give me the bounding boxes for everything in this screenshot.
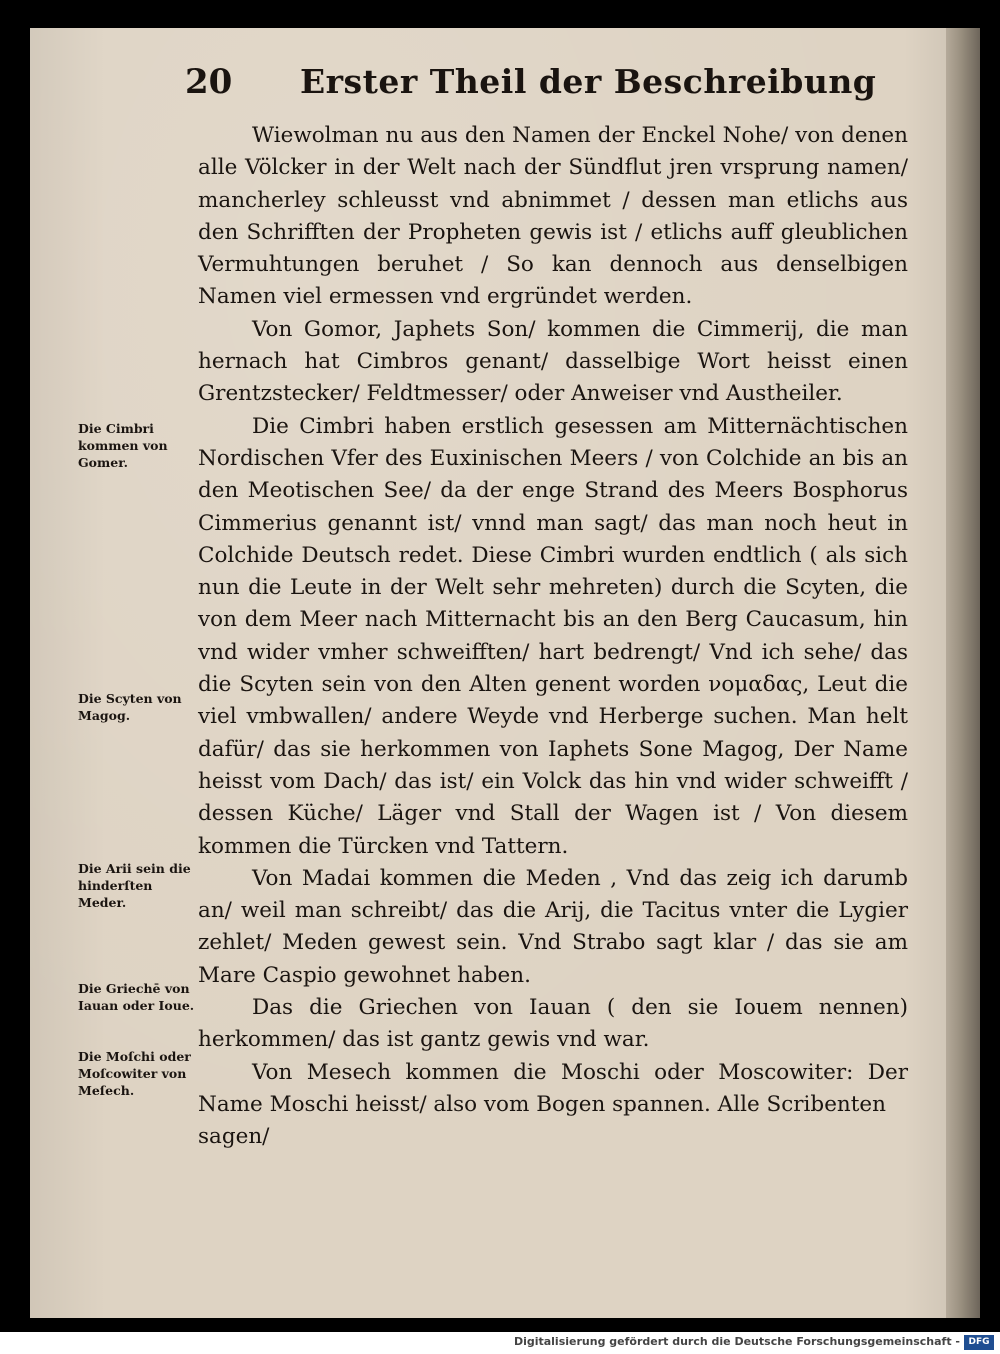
paragraph-2: Von Gomor, Japhets Son/ kommen die Cimmerij, die man hernach hat Cimbros genant/ dasselbige Wort heisst einen Grentzstecker/ Feldtmesser/ oder Anweiser vnd Austheiler. (198, 316, 908, 407)
paragraph-5: Das die Griechen von Iauan ( den sie Iouem nennen) herkommen/ das ist gantz gewis vnd war. (198, 995, 908, 1053)
margin-note-cimbri: Die Cimbri kommen von Gomer. (78, 421, 168, 470)
footer-bar (0, 1332, 1000, 1354)
paragraph-4: Von Madai kommen die Meden , Vnd das zeig ich darumb an/ weil man schreibt/ das die Arij, die Tacitus vnter die Lygier zehlet/ Meden gewest sein. Vnd Strabo sagt klar / das sie am Mare Caspio gewohnet haben. (198, 865, 908, 988)
footer-credit: Digitalisierung gefördert durch die Deutsche Forschungsgemeinschaft - (513, 1335, 960, 1348)
paragraph-3: Die Cimbri haben erstlich gesessen am Mitternächtischen Nordischen Vfer des Euxinischen Meers / von Colchide an bis an den Meotischen See/ da der enge Strand des Meers Bosphorus Cimmerius genannt ist/ vnnd man sagt/ das man noch heut in Colchide Deutsch redet. Diese Cimbri wurden endtlich ( als sich nun die Leute in der Welt sehr mehreten) durch die Scyten, die von dem Meer nach Mitternacht bis an den Berg Caucasum, hin vnd wider vmher schweifften/ hart bedrengt/ Vnd ich sehe/ das die Scyten sein von den Alten genent worden νομαδας, Leut die viel vmbwallen/ andere Weyde vnd Herberge suchen. Man helt dafür/ das sie herkommen von Iaphets Sone Magog, Der Name heisst vom Dach/ das ist/ ein Volck das hin vnd wider schweifft / dessen Küche/ Läger vnd Stall der Wagen ist / Von diesem kommen die Türcken vnd Tattern. (198, 413, 908, 859)
paragraph-6: Von Mesech kommen die Moschi oder Moscowiter: Der Name Moschi heisst/ also vom Bogen spannen. Alle Scribenten (198, 1059, 908, 1117)
page-header (185, 62, 877, 112)
page-spine-shadow (946, 28, 980, 1318)
running-title: Erster Theil der Beschreibung (300, 62, 877, 101)
margin-note-arii: Die Arii sein die hinderſten Meder. (78, 861, 191, 910)
dfg-logo-icon: DFG (964, 1335, 994, 1350)
paragraph-1: Wiewolman nu aus den Namen der Enckel Nohe/ von denen alle Völcker in der Welt nach der Sündflut jren vrsprung namen/ mancherley schleusst vnd abnimmet / dessen man etlichs aus den Schrifften der Propheten gewis ist / etlichs auff gleublichen Vermuhtungen beruhet / So kan dennoch aus denselbigen Namen viel ermessen vnd ergründet werden. (198, 123, 908, 310)
page-number: 20 (185, 62, 233, 102)
body-text (198, 120, 908, 1154)
margin-note-moschi: Die Moſchi oder Moſcowiter von Meſech. (78, 1049, 191, 1098)
margin-note-griechen: Die Griechē von Iauan oder Ioue. (78, 981, 195, 1013)
margin-note-scyten: Die Scyten von Magog. (78, 691, 182, 723)
catchword: sagen/ (198, 1124, 270, 1150)
